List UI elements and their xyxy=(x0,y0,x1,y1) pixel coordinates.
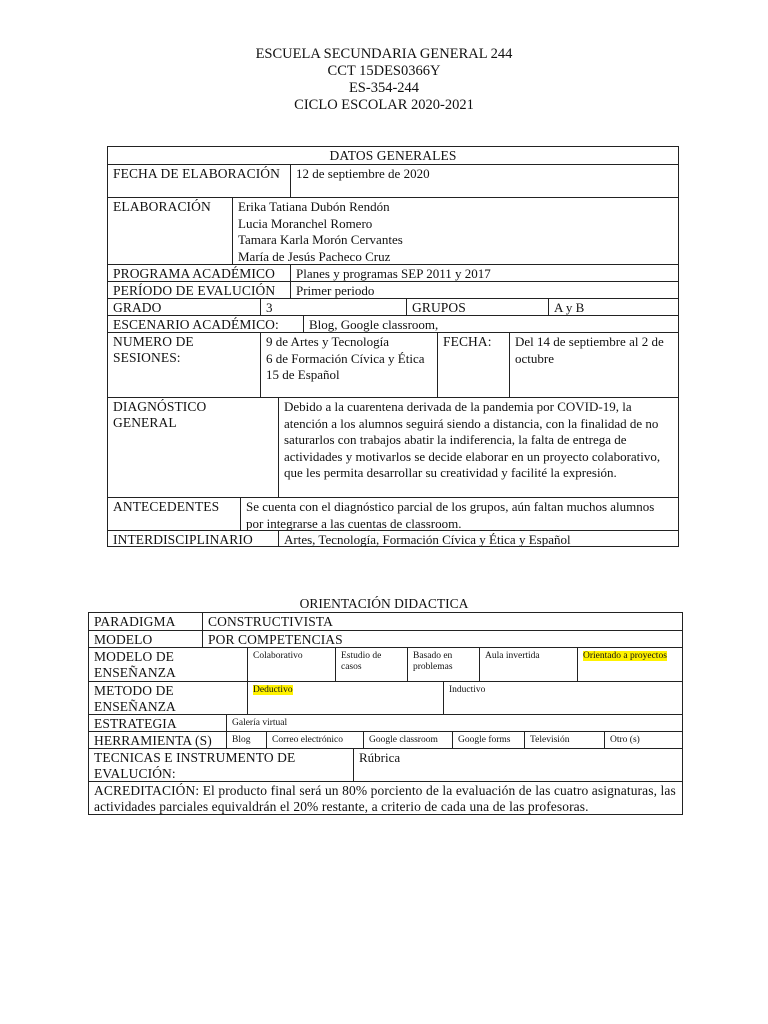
estrategia-label: ESTRATEGIA xyxy=(94,716,177,731)
sesiones-value xyxy=(260,333,437,397)
option-estudio-casos: Estudio de casos xyxy=(335,648,407,681)
option-blog: Blog xyxy=(226,732,266,748)
programa-row xyxy=(108,264,678,281)
elaboracion-label: ELABORACIÓN xyxy=(113,199,211,214)
option-google-classroom: Google classroom xyxy=(363,732,452,748)
school-code: ES-354-244 xyxy=(348,80,420,96)
datos-title: DATOS GENERALES xyxy=(329,148,457,163)
selected-option-highlight: Orientado a proyectos xyxy=(583,651,667,661)
tecnicas-row xyxy=(89,748,682,781)
programa-value: Planes y programas SEP 2011 y 2017 xyxy=(290,265,678,281)
fecha2-label: FECHA: xyxy=(437,333,509,397)
orientacion-title: ORIENTACIÓN DIDACTICA xyxy=(299,596,469,611)
grado-value: 3 xyxy=(260,299,406,315)
programa-label: PROGRAMA ACADÉMICO xyxy=(113,266,275,281)
school-cct: CCT 15DES0366Y xyxy=(327,63,441,79)
option-aula-invertida: Aula invertida xyxy=(479,648,577,681)
datos-title-row xyxy=(108,147,678,164)
sesiones-row xyxy=(108,332,678,397)
fecha-row xyxy=(108,164,678,197)
periodo-row xyxy=(108,281,678,298)
document-header xyxy=(0,46,768,114)
herramienta-label: HERRAMIENTA (S) xyxy=(94,733,212,748)
option-inductivo: Inductivo xyxy=(443,682,682,714)
tecnicas-label: TECNICAS E INSTRUMENTO DE EVALUCIÓN: xyxy=(94,750,296,781)
antecedentes-value: Se cuenta con el diagnóstico parcial de los grupos, aún faltan muchos alumnos por integrarse a las cuentas de classroom. xyxy=(240,498,678,530)
sesiones-line: 9 de Artes y Tecnología xyxy=(266,334,390,349)
interdisciplinario-row xyxy=(108,530,678,546)
sesiones-label: NUMERO DE SESIONES: xyxy=(113,334,194,365)
diagnostico-value: Debido a la cuarentena derivada de la pandemia por COVID-19, la atención a los alumnos seguirá siendo a distancia, con la finalidad de no saturarlos con trabajos abatir la indiferencia, la falta de entrega de actividades y motivarlos se decide elaborar en un proyecto colaborativo, que les permita desarrollar su creatividad y facilité la expresión. xyxy=(278,398,678,497)
estrategia-value: Galería virtual xyxy=(226,715,682,731)
grupos-label: GRUPOS xyxy=(406,299,548,315)
author-name: Tamara Karla Morón Cervantes xyxy=(238,232,403,247)
acreditacion-row xyxy=(89,781,682,814)
metodo-label: METODO DE ENSEÑANZA xyxy=(94,683,176,714)
periodo-value: Primer periodo xyxy=(290,282,678,298)
diagnostico-label: DIAGNÓSTICO GENERAL xyxy=(113,399,207,430)
periodo-label: PERÍODO DE EVALUCIÓN xyxy=(113,283,276,298)
option-google-forms: Google forms xyxy=(452,732,524,748)
elaboracion-names xyxy=(232,198,678,264)
paradigma-value: CONSTRUCTIVISTA xyxy=(202,613,682,630)
orientacion-table xyxy=(88,612,683,815)
school-year: CICLO ESCOLAR 2020-2021 xyxy=(294,97,474,113)
datos-generales-table xyxy=(107,146,679,547)
acreditacion-text: ACREDITACIÓN: El producto final será un 80% porciento de la evaluación de las cuatro asignaturas, las actividades parciales equivaldrán el 20% restante, a criterio de cada una de las profesoras. xyxy=(94,783,676,814)
herramienta-row xyxy=(89,731,682,748)
grupos-value: A y B xyxy=(548,299,678,315)
paradigma-label: PARADIGMA xyxy=(94,614,176,629)
option-otro: Otro (s) xyxy=(604,732,682,748)
sesiones-line: 15 de Español xyxy=(266,367,340,382)
escenario-value: Blog, Google classroom, xyxy=(303,316,678,332)
escenario-row xyxy=(108,315,678,332)
grado-row xyxy=(108,298,678,315)
author-name: Erika Tatiana Dubón Rendón xyxy=(238,199,390,214)
modelo-value: POR COMPETENCIAS xyxy=(202,631,682,647)
estrategia-row xyxy=(89,714,682,731)
ensenanza-label: MODELO DE ENSEÑANZA xyxy=(94,649,176,680)
diagnostico-row xyxy=(108,397,678,497)
modelo-label: MODELO xyxy=(94,632,153,647)
fecha-label: FECHA DE ELABORACIÓN xyxy=(113,166,281,181)
option-colaborativo: Colaborativo xyxy=(247,648,335,681)
tecnicas-value: Rúbrica xyxy=(353,749,682,781)
author-name: Lucia Moranchel Romero xyxy=(238,215,373,231)
option-basado-problemas: Basado en problemas xyxy=(407,648,479,681)
modelo-row xyxy=(89,630,682,647)
antecedentes-row xyxy=(108,497,678,530)
elaboracion-row xyxy=(108,197,678,264)
paradigma-row xyxy=(89,613,682,630)
school-name: ESCUELA SECUNDARIA GENERAL 244 xyxy=(255,46,513,62)
grado-label: GRADO xyxy=(113,300,162,315)
fecha2-value: Del 14 de septiembre al 2 de octubre xyxy=(509,333,678,397)
option-television: Televisión xyxy=(524,732,604,748)
option-correo: Correo electrónico xyxy=(266,732,363,748)
fecha-value: 12 de septiembre de 2020 xyxy=(290,165,678,197)
metodo-row xyxy=(89,681,682,714)
option-deductivo xyxy=(247,682,443,714)
antecedentes-label: ANTECEDENTES xyxy=(113,499,220,514)
interdisciplinario-value: Artes, Tecnología, Formación Cívica y Ética y Español xyxy=(278,531,678,546)
selected-option-highlight: Deductivo xyxy=(253,685,293,695)
escenario-label: ESCENARIO ACADÉMICO: xyxy=(113,317,279,332)
ensenanza-row xyxy=(89,647,682,681)
author-name: María de Jesús Pacheco Cruz xyxy=(238,248,391,264)
interdisciplinario-label: INTERDISCIPLINARIO xyxy=(113,532,253,546)
option-orientado-proyectos xyxy=(577,648,682,681)
sesiones-line: 6 de Formación Cívica y Ética xyxy=(266,350,425,366)
